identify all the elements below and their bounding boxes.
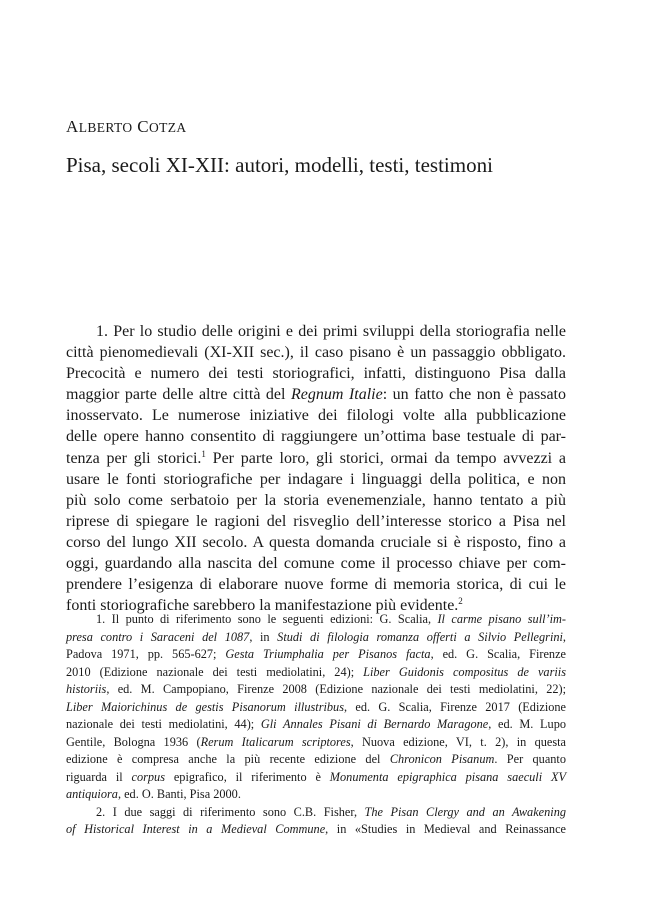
footnote-1-line: antiquiora, ed. O. Banti, Pisa 2000. [66, 787, 241, 801]
footnote-ref-2[interactable]: 2 [458, 596, 463, 607]
footnote-2-line: of Historical Interest in a Medieval Commune, in «Studies in Medieval and Reinassance [66, 822, 566, 836]
body-line: maggior parte delle altre città del Regnum Italie: un fatto che non è passato [66, 386, 566, 404]
body-line: usare le fonti storiografiche per indagare i linguaggi della politica, e non [66, 470, 566, 488]
footnote-1-line: presa contro i Saraceni del 1087, in Studi di filologia romanza offerti a Silvio Pellegrini, [66, 629, 566, 644]
footnote-1-line: Liber Maiorichinus de gestis Pisanorum illustribus, ed. G. Scalia, Firenze 2017 (Edizione [66, 699, 566, 714]
body-line: fonti storiografiche sarebbero la manifestazione più evidente.$^2$ [66, 596, 463, 615]
footnote-1-line: riguarda il corpus epigrafico, il riferimento è Monumenta epigraphica pisana saeculi XV [66, 769, 567, 784]
body-paragraph [66, 321, 566, 616]
footnotes [66, 611, 566, 839]
body-line: 1. Per lo studio delle origini e dei primi sviluppi della storiografia nelle [96, 323, 566, 340]
footnote-1-line: nazionale dei testi mediolatini, 44); Gli Annales Pisani di Bernardo Maragone, ed. M. Lupo [66, 717, 566, 731]
body-line: Precocità e numero dei testi storiografici, infatti, distinguono Pisa dalla [66, 365, 566, 383]
body-line: inosservato. Le numerose iniziative dei filologi volte alla pubblicazione [66, 407, 566, 425]
footnote-1-line: Padova 1971, pp. 565-627; Gesta Triumphalia per Pisanos facta, ed. G. Scalia, Firenze [66, 647, 566, 661]
body-line: delle opere hanno consentito di raggiungere un’ottima base testuale di par- [66, 428, 566, 446]
footnote-1-line: Gentile, Bologna 1936 (Rerum Italicarum scriptores, Nuova edizione, VI, t. 2), in questa [66, 734, 566, 749]
footnote-ref-1[interactable]: 1 [201, 448, 206, 459]
body-line: prendere l’esigenza di elaborare nuove forme di memoria storica, di cui le [66, 576, 566, 594]
body-line: corso del lungo XII secolo. A questa domanda cruciale si è risposto, fino a [66, 533, 566, 551]
footnote-1-line: historiis, ed. M. Campopiano, Firenze 2008 (Edizione nazionale dei testi mediolatini, 22); [66, 682, 566, 696]
footnote-1-line: 1. Il punto di riferimento sono le seguenti edizioni: G. Scalia, Il carme pisano sull’im- [96, 612, 567, 626]
body-line: città pienomedievali (XI-XII sec.), il caso pisano è un passaggio obbligato. [66, 344, 566, 362]
body-line: più solo come serbatoio per la storia evenemenziale, hanno tentato a più [66, 491, 566, 509]
footnote-1-line: edizione è compresa anche la più recente edizione del Chronicon Pisanum. Per quanto [66, 752, 566, 766]
footnote-1-line: 2010 (Edizione nazionale dei testi mediolatini, 24); Liber Guidonis compositus de variis [66, 664, 566, 679]
body-line: riprese di spiegare le ragioni del risveglio dell’interesse storico a Pisa nel [66, 512, 566, 530]
body-line: oggi, guardando alla nascita del comune come il processo chiave per com- [66, 555, 566, 573]
footnote-2-line: 2. I due saggi di riferimento sono C.B. Fisher, The Pisan Clergy and an Awakening [96, 804, 566, 819]
body-line: tenza per gli storici.$^1$ Per parte loro, gli storici, ormai da tempo avvezzi a [66, 448, 567, 467]
chapter-title: Pisa, secoli XI-XII: autori, modelli, testi, testimoni [66, 153, 493, 177]
author-name: ALBERTO COTZA [66, 117, 187, 136]
